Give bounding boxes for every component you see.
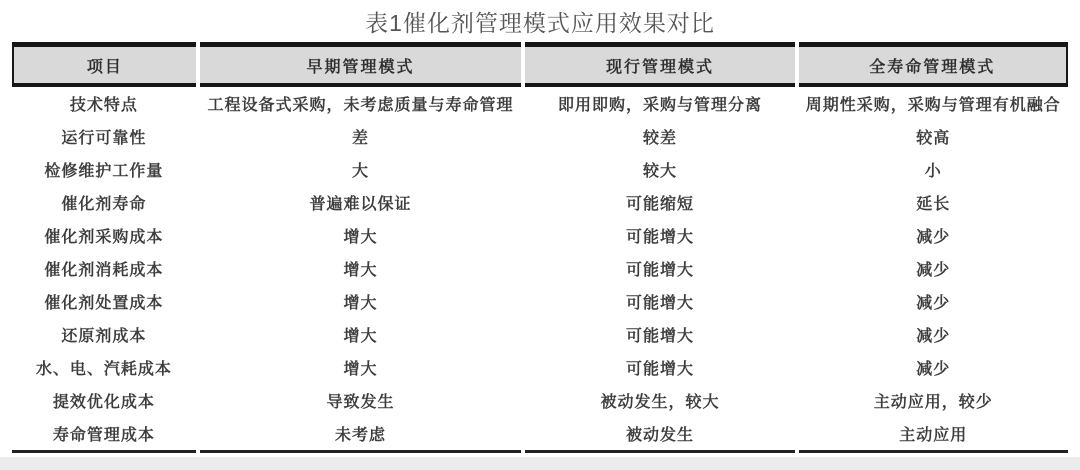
table-cell: 较高	[916, 130, 951, 147]
catalyst-management-comparison-table	[8, 42, 1072, 453]
table-row	[12, 219, 1068, 252]
column-header: 早期管理模式	[200, 42, 522, 87]
table-row	[12, 252, 1068, 285]
table-row	[12, 318, 1068, 351]
row-label-cell: 技术特点	[69, 97, 138, 114]
table-row	[12, 285, 1068, 318]
table-cell: 主动应用	[799, 417, 1068, 453]
table-cell: 较大	[642, 163, 677, 180]
table-row	[12, 87, 1068, 120]
table-cell: 差	[352, 130, 370, 147]
row-label-cell: 寿命管理成本	[12, 417, 196, 453]
table-cell: 小	[924, 163, 942, 180]
table-cell: 可能增大	[625, 361, 694, 378]
table-cell: 未考虑	[200, 417, 522, 453]
column-header: 项目	[12, 42, 196, 87]
table-cell: 减少	[916, 295, 951, 312]
row-label-cell: 还原剂成本	[61, 328, 147, 345]
table-cell: 增大	[343, 229, 378, 246]
table-cell: 主动应用，较少	[873, 394, 993, 411]
table-cell: 可能增大	[625, 229, 694, 246]
table-cell: 工程设备式采购，未考虑质量与寿命管理	[207, 97, 514, 114]
table-cell: 增大	[343, 328, 378, 345]
table-cell: 减少	[916, 262, 951, 279]
table-cell: 增大	[343, 295, 378, 312]
table-row	[12, 417, 1068, 453]
table-cell: 增大	[343, 361, 378, 378]
table-row	[12, 153, 1068, 186]
table-cell: 可能缩短	[625, 196, 694, 213]
table-header	[12, 42, 1068, 87]
table-cell: 大	[352, 163, 370, 180]
header-row	[12, 42, 1068, 87]
table-cell: 被动发生	[525, 417, 794, 453]
row-label-cell: 运行可靠性	[61, 130, 147, 147]
row-label-cell: 催化剂寿命	[61, 196, 147, 213]
row-label-cell: 提效优化成本	[52, 394, 155, 411]
table-cell: 可能增大	[625, 262, 694, 279]
table-row	[12, 351, 1068, 384]
table-cell: 减少	[916, 361, 951, 378]
table-cell: 增大	[343, 262, 378, 279]
table-row	[12, 186, 1068, 219]
table-body	[12, 87, 1068, 453]
table-cell: 可能增大	[625, 328, 694, 345]
row-label-cell: 水、电、汽耗成本	[35, 361, 172, 378]
column-header: 现行管理模式	[525, 42, 794, 87]
table-title: 表1催化剂管理模式应用效果对比	[365, 10, 715, 36]
row-label-cell: 催化剂采购成本	[44, 229, 164, 246]
row-label-cell: 催化剂消耗成本	[44, 262, 164, 279]
table-cell: 导致发生	[326, 394, 395, 411]
row-label-cell: 检修维护工作量	[44, 163, 164, 180]
column-header: 全寿命管理模式	[799, 42, 1068, 87]
scan-bottom-strip	[0, 457, 1080, 470]
table-cell: 减少	[916, 229, 951, 246]
table-cell: 可能增大	[625, 295, 694, 312]
table-cell: 普遍难以保证	[309, 196, 412, 213]
table-cell: 即用即购，采购与管理分离	[557, 97, 762, 114]
table-cell: 被动发生，较大	[600, 394, 720, 411]
row-label-cell: 催化剂处置成本	[44, 295, 164, 312]
table-row	[12, 384, 1068, 417]
table-cell: 较差	[642, 130, 677, 147]
table-cell: 延长	[916, 196, 951, 213]
table-cell: 周期性采购，采购与管理有机融合	[805, 97, 1061, 114]
table-row	[12, 120, 1068, 153]
table-cell: 减少	[916, 328, 951, 345]
